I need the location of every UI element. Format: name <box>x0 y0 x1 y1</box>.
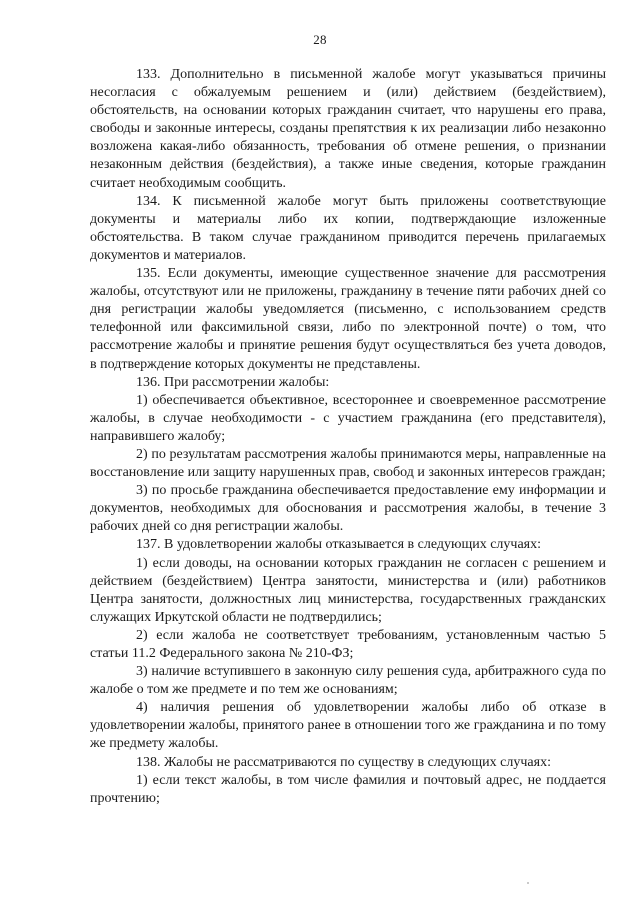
paragraph-137-item-1: 1) если доводы, на основании которых гражданин не согласен с решением и действием (бездействием) Центра занятости, министерства и (или) работников Центра занятости, должностных лиц министерства, государственных гражданских служащих Иркутской области не подтвердились; <box>90 555 606 625</box>
paragraph-137-item-3: 3) наличие вступившего в законную силу решения суда, арбитражного суда по жалобе о том же предмете и по тем же основаниям; <box>90 664 606 698</box>
paragraph-137-item-4: 4) наличия решения об удовлетворении жалобы либо об отказе в удовлетворении жалобы, принятого ранее в отношении того же гражданина и по тому же предмету жалобы. <box>90 700 606 752</box>
paragraph-137: 137. В удовлетворении жалобы отказывается в следующих случаях: <box>136 537 542 553</box>
paragraph-136: 136. При рассмотрении жалобы: <box>136 374 330 390</box>
document-body <box>90 66 606 808</box>
paragraph-138: 138. Жалобы не рассматриваются по существу в следующих случаях: <box>136 754 551 770</box>
paragraph-136-item-1: 1) обеспечивается объективное, всестороннее и своевременное рассмотрение жалобы, в случае необходимости - с участием гражданина (его представителя), направившего жалобу; <box>90 392 606 444</box>
paragraph-134: 134. К письменной жалобе могут быть приложены соответствующие документы и материалы либо их копии, подтверждающие изложенные обстоятельства. В таком случае гражданином приводится перечень прилагаемых документов и материалов. <box>90 193 606 263</box>
page-number: 28 <box>313 32 327 47</box>
paragraph-136-item-2: 2) по результатам рассмотрения жалобы принимаются меры, направленные на восстановление или защиту нарушенных прав, свобод и законных интересов граждан; <box>90 446 606 481</box>
paragraph-133: 133. Дополнительно в письменной жалобе могут указываться причины несогласия с обжалуемым решением и (или) действием (бездействием), обстоятельств, на основании которых гражданин считает, что нарушены его права, свободы и законные интересы, созданы препятствия к их реализации либо незаконно возложена какая-либо обязанность, требования об отмене решения, о признании незаконным действия (бездействия), а также иные сведения, которые гражданин считает необходимым сообщить. <box>90 67 606 191</box>
paragraph-137-item-2: 2) если жалоба не соответствует требованиям, установленным частью 5 статьи 11.2 Федерального закона № 210-ФЗ; <box>90 627 606 661</box>
paragraph-136-item-3: 3) по просьбе гражданина обеспечивается предоставление ему информации и документов, необходимых для обоснования и рассмотрения жалобы, в течение 3 рабочих дней со дня регистрации жалобы. <box>90 483 606 535</box>
scan-speck <box>527 882 529 884</box>
paragraph-138-item-1: 1) если текст жалобы, в том числе фамилия и почтовый адрес, не поддается прочтению; <box>90 772 606 806</box>
paragraph-135: 135. Если документы, имеющие существенное значение для рассмотрения жалобы, отсутствуют или не приложены, гражданину в течение пяти рабочих дней со дня регистрации жалобы уведомляется (письменно, с использованием средств телефонной или факсимильной связи, либо по электронной почте) о том, что рассмотрение жалобы и принятие решения будут осуществляться без учета доводов, в подтверждение которых документы не представлены. <box>90 266 606 372</box>
